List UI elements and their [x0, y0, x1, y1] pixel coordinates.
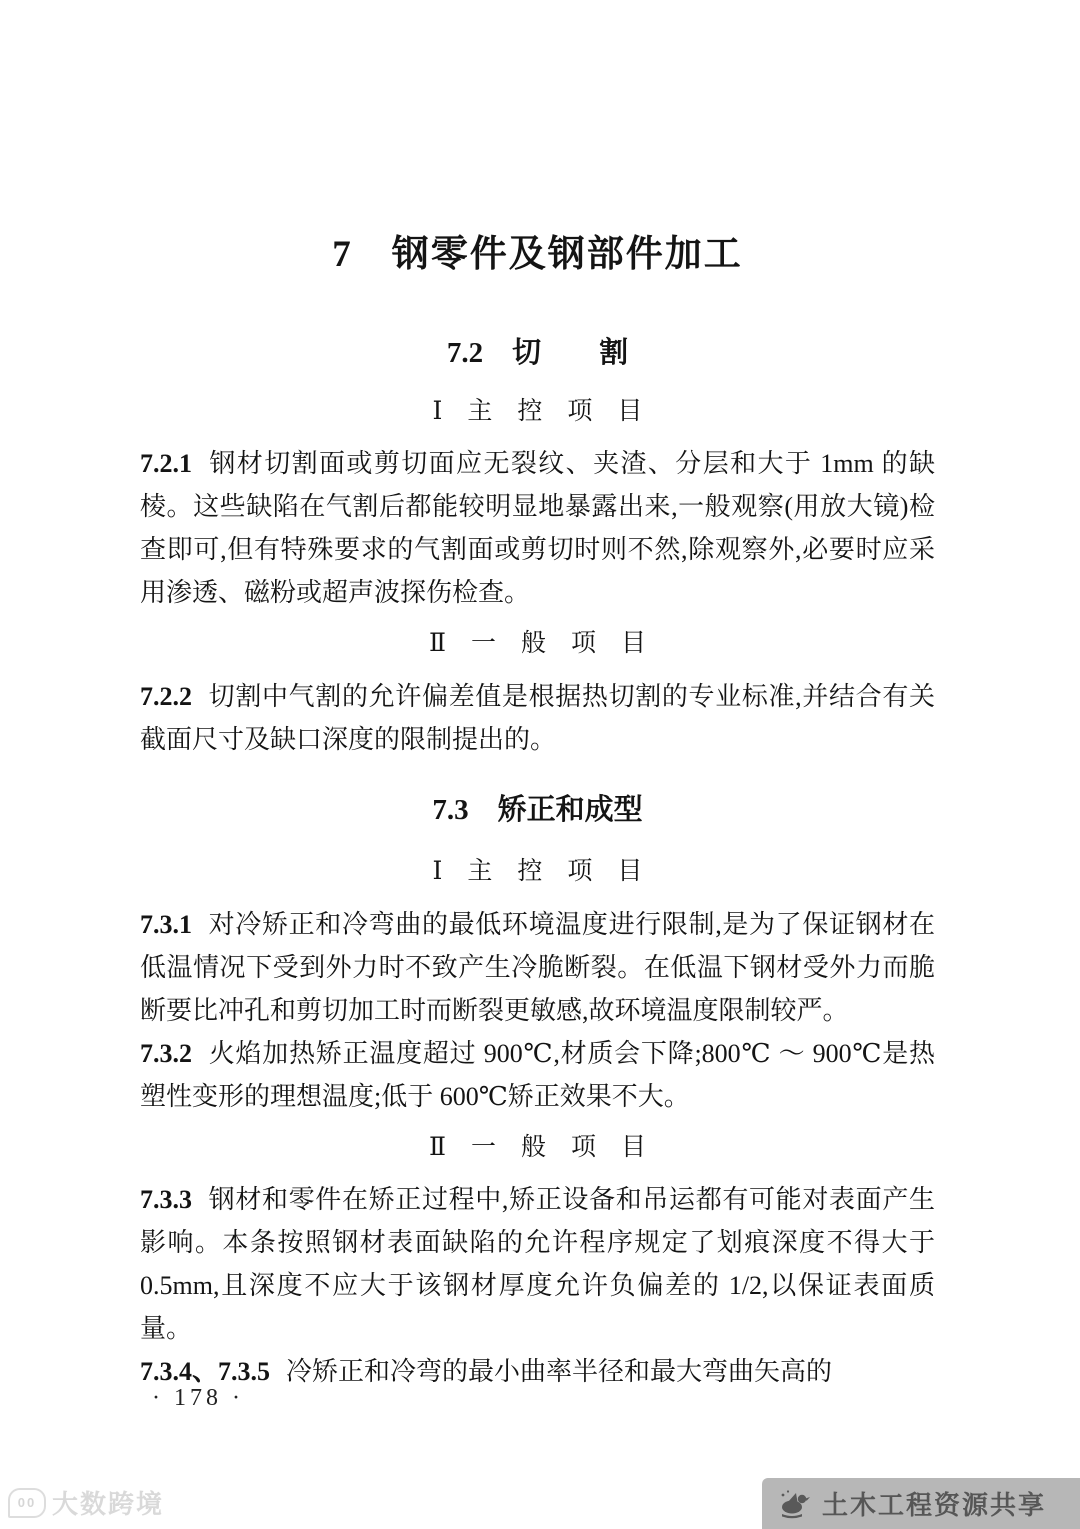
- clause-number: 7.2.2: [140, 681, 192, 711]
- clause-text: 冷矫正和冷弯的最小曲率半径和最大弯曲矢高的: [286, 1357, 833, 1387]
- sub-heading-general-items-7-3: Ⅱ 一 般 项 目: [429, 1133, 646, 1161]
- clause-text: 切割中气割的允许偏差值是根据热切割的专业标准,并结合有关截面尺寸及缺口深度的限制提出的。: [140, 681, 935, 754]
- watermark-bottom-left: [8, 1484, 164, 1521]
- publisher-watermark-label: 土木工程资源共享: [822, 1490, 1047, 1520]
- section-heading-7-2: 7.2 切 割: [446, 336, 629, 369]
- clause-text: 钢材和零件在矫正过程中,矫正设备和吊运都有可能对表面产生影响。本条按照钢材表面缺陷的允许程序规定了划痕深度不得大于 0.5mm,且深度不应大于该钢材厚度允许负偏差的 1/2,以保证表面质量。: [140, 1185, 935, 1344]
- dashu-logo-icon: 00: [8, 1488, 46, 1518]
- clause-number: 7.3.2: [140, 1038, 192, 1068]
- clause-7-3-3: [140, 1178, 935, 1350]
- clause-text: 钢材切割面或剪切面应无裂纹、夹渣、分层和大于 1mm 的缺棱。这些缺陷在气割后都能较明显地暴露出来,一般观察(用放大镜)检查即可,但有特殊要求的气割面或剪切时则不然,除观察外,必要时应采用渗透、磁粉或超声波探伤检查。: [140, 449, 935, 608]
- clause-7-3-2: [140, 1032, 935, 1118]
- page-number: · 178 ·: [152, 1385, 244, 1411]
- clause-number: 7.3.3: [140, 1185, 192, 1215]
- chapter-title: 7 钢零件及钢部件加工: [332, 234, 743, 275]
- sub-heading-main-items-7-3: Ⅰ 主 控 项 目: [432, 858, 643, 886]
- clause-7-3-4-7-3-5: [140, 1350, 935, 1393]
- clause-text: 火焰加热矫正温度超过 900℃,材质会下降;800℃ ～ 900℃是热塑性变形的理想温度;低于 600℃矫正效果不大。: [140, 1038, 935, 1111]
- publisher-logo-icon: [776, 1487, 812, 1521]
- clause-7-2-1: [140, 442, 935, 614]
- clause-7-2-2: [140, 675, 935, 761]
- sub-heading-general-items-7-2: Ⅱ 一 般 项 目: [429, 630, 646, 658]
- watermark-left-label: 大数跨境: [52, 1489, 165, 1519]
- sub-heading-main-items-7-2: Ⅰ 主 控 项 目: [432, 397, 643, 425]
- clause-number: 7.3.4、7.3.5: [140, 1357, 271, 1387]
- clause-number: 7.3.1: [140, 909, 192, 939]
- clause-number: 7.2.1: [140, 449, 192, 479]
- clause-7-3-1: [140, 903, 935, 1032]
- section-heading-7-3: 7.3 矫正和成型: [432, 793, 643, 826]
- clause-text: 对冷矫正和冷弯曲的最低环境温度进行限制,是为了保证钢材在低温情况下受到外力时不致产生冷脆断裂。在低温下钢材受外力而脆断要比冲孔和剪切加工时而断裂更敏感,故环境温度限制较严。: [140, 909, 935, 1025]
- publisher-watermark-banner: [762, 1478, 1080, 1529]
